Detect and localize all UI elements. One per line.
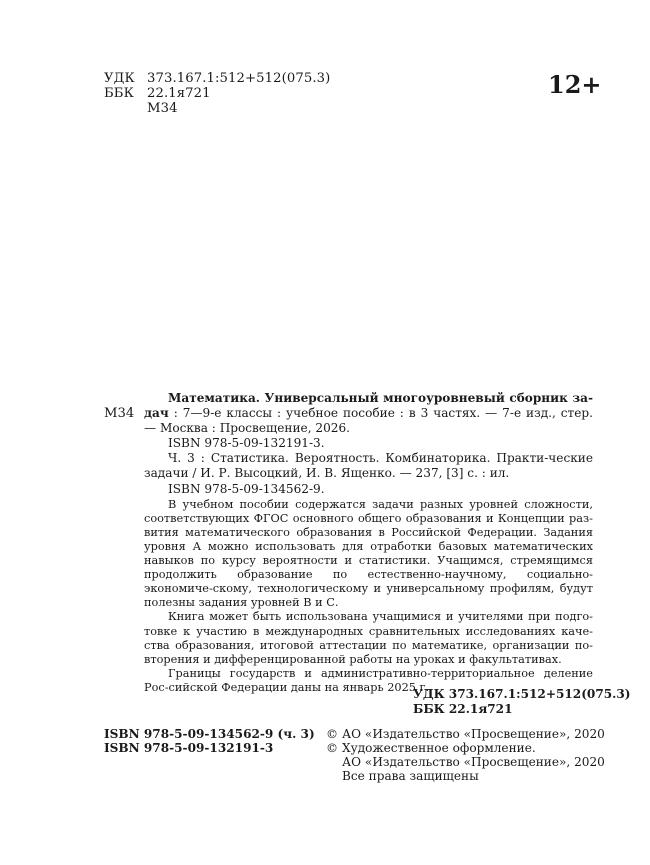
author-mark-row bbox=[104, 101, 330, 116]
isbn-block bbox=[104, 727, 315, 755]
copyright-line: АО «Издательство «Просвещение», 2020 bbox=[342, 755, 605, 769]
copyright-line: Художественное оформление. bbox=[342, 741, 536, 755]
book-imprint: : 7—9-е классы : учебное пособие : в 3 частях. — 7-е изд., стер. — Москва : Просвещение, 2026. bbox=[144, 406, 593, 436]
classification-header bbox=[104, 71, 330, 116]
book-title: Математика. Универсальный многоуровневый сборник за-дач bbox=[144, 391, 593, 421]
age-rating: 12+ bbox=[548, 70, 602, 99]
footer-codes bbox=[413, 687, 631, 717]
isbn-line-part: ISBN 978-5-09-134562-9 (ч. 3) bbox=[104, 727, 315, 741]
annotation-paragraph: Границы государств и административно-территориальное деление Рос-сийской Федерации даны на январь 2025 г. bbox=[144, 666, 593, 694]
udk-label: УДК bbox=[104, 71, 135, 86]
isbn-part: ISBN 978-5-09-134562-9. bbox=[168, 481, 325, 496]
copyright-block bbox=[326, 727, 605, 783]
part-description: Ч. 3 : Статистика. Вероятность. Комбинаторика. Практи-ческие задачи / И. Р. Высоцкий, И. В. Ященко. — 237, [3] с. : ил. bbox=[144, 451, 593, 481]
udk-row bbox=[104, 71, 330, 86]
isbn-set: ISBN 978-5-09-132191-3. bbox=[168, 436, 325, 451]
copyright-line: АО «Издательство «Просвещение», 2020 bbox=[342, 727, 605, 741]
catalog-side-mark: М34 bbox=[104, 406, 135, 421]
copyright-icon: © bbox=[326, 727, 339, 741]
footer-udk: УДК 373.167.1:512+512(075.3) bbox=[413, 687, 631, 701]
footer-bbk: ББК 22.1я721 bbox=[413, 702, 513, 716]
udk-value: 373.167.1:512+512(075.3) bbox=[147, 71, 331, 86]
annotation-paragraph: В учебном пособии содержатся задачи разных уровней сложности, соответствующих ФГОС основного общего образования и Концепции раз-вития математического образования в Российской Федерации. Задания уровня А можно использовать для отработки базовых математических навыков по курсу вероятности и статистики. Учащимся, стремящимся продолжить образование по естественно-научному, социально-экономиче-скому, технологическому и универсальному профилям, будут полезны задания уровней В и С. bbox=[144, 497, 593, 610]
catalog-title bbox=[144, 391, 593, 436]
annotation-paragraph: Книга может быть использована учащимися и учителями при подго-товке к участию в международных сравнительных исследованиях каче-ства образования, итоговой аттестации по математике, организации по-вторения и дифференцированной работы на уроках и факультативах. bbox=[144, 610, 593, 666]
bbk-value: 22.1я721 bbox=[147, 86, 211, 101]
copyright-icon: © bbox=[326, 741, 339, 755]
bbk-label: ББК bbox=[104, 86, 134, 101]
bbk-row bbox=[104, 86, 330, 101]
author-mark: М34 bbox=[147, 101, 178, 116]
annotation bbox=[144, 498, 593, 695]
catalog-record bbox=[144, 391, 593, 695]
isbn-line-set: ISBN 978-5-09-132191-3 bbox=[104, 741, 274, 755]
rights-reserved: Все права защищены bbox=[342, 769, 479, 783]
